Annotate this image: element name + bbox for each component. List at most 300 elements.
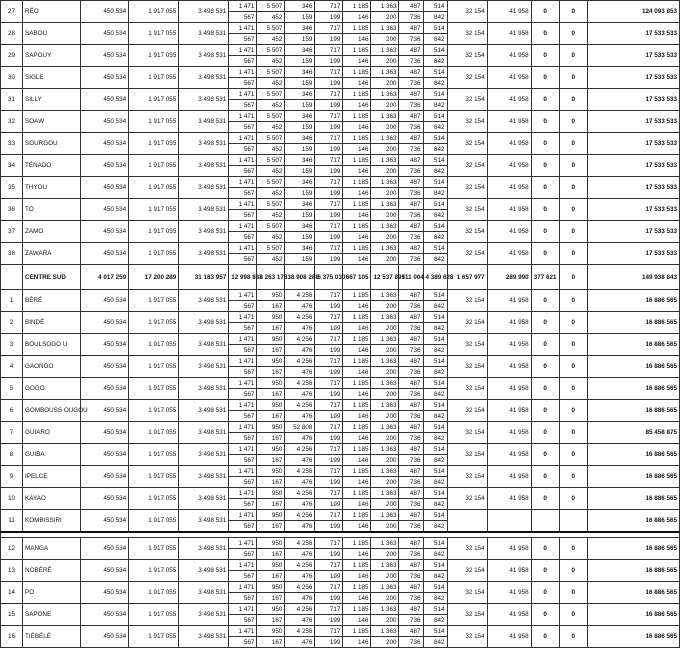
sub-value: 4 256 <box>285 626 315 637</box>
sub-value: 5 507 <box>257 133 285 144</box>
table-row <box>1 488 680 499</box>
sub-value: 452 <box>257 56 285 67</box>
sub-value: 146 <box>343 12 371 23</box>
sub-value: 452 <box>257 78 285 89</box>
sub-value: 736 <box>399 549 423 560</box>
total-cell: 16 886 565 <box>587 582 679 604</box>
sub-value: 950 <box>257 466 285 477</box>
sub-value: 514 <box>423 400 447 411</box>
sub-value: 200 <box>371 210 399 221</box>
amount-cell: 1 917 055 <box>129 356 179 378</box>
amount-cell: 1 917 055 <box>129 334 179 356</box>
sub-value: 717 <box>315 67 343 78</box>
sub-value: 4 256 <box>285 312 315 323</box>
sub-value: 487 <box>399 23 423 34</box>
sub-value: 736 <box>399 389 423 400</box>
sub-value: 736 <box>399 210 423 221</box>
amount-cell: 32 154 <box>447 538 487 560</box>
commune-name: SOAW <box>23 111 81 133</box>
row-number: 6 <box>1 400 23 422</box>
sub-value: 476 <box>285 521 315 533</box>
sub-value: 4 256 <box>285 560 315 571</box>
commune-name: GAONGO <box>23 356 81 378</box>
sub-value: 842 <box>423 100 447 111</box>
amount-cell: 0 <box>531 23 559 45</box>
amount-cell: 450 534 <box>81 378 129 400</box>
sub-value: 346 <box>285 1 315 12</box>
total-cell: 16 886 565 <box>587 400 679 422</box>
sub-value: 52 808 <box>285 422 315 433</box>
total-cell: 16 886 565 <box>587 510 679 533</box>
amount-cell: 0 <box>559 422 587 444</box>
sub-value: 487 <box>399 221 423 232</box>
sub-value: 146 <box>343 549 371 560</box>
amount-cell: 3 498 531 <box>179 510 229 533</box>
sub-value: 346 <box>285 89 315 100</box>
amount-cell: 41 958 <box>487 45 531 67</box>
row-number: 13 <box>1 560 23 582</box>
commune-name: GUIBA <box>23 444 81 466</box>
sub-value: 146 <box>343 144 371 155</box>
sub-value: 487 <box>399 422 423 433</box>
sub-value: 950 <box>257 560 285 571</box>
amount-cell: 3 498 531 <box>179 111 229 133</box>
sub-value: 487 <box>399 488 423 499</box>
sub-value: 1 363 <box>371 243 399 254</box>
sub-value: 842 <box>423 166 447 177</box>
sub-value: 1 185 <box>343 334 371 345</box>
row-number: 10 <box>1 488 23 510</box>
total-cell: 16 886 565 <box>587 604 679 626</box>
sub-value: 12 537 897 <box>371 265 399 290</box>
sub-value: 487 <box>399 510 423 521</box>
amount-cell: 3 498 531 <box>179 221 229 243</box>
sub-value: 1 471 <box>229 243 257 254</box>
sub-value: 1 363 <box>371 221 399 232</box>
amount-cell: 3 498 531 <box>179 133 229 155</box>
amount-cell: 0 <box>559 265 587 290</box>
sub-value: 1 471 <box>229 1 257 12</box>
sub-value: 667 105 <box>343 265 371 290</box>
row-number <box>1 265 23 290</box>
sub-value: 4 256 <box>285 466 315 477</box>
sub-value: 200 <box>371 433 399 444</box>
sub-value: 514 <box>423 290 447 301</box>
amount-cell: 0 <box>531 290 559 312</box>
amount-cell: 1 917 055 <box>129 221 179 243</box>
commune-name: GOMBOUSS OUGOU <box>23 400 81 422</box>
total-cell: 17 533 533 <box>587 89 679 111</box>
sub-value: 717 <box>315 356 343 367</box>
sub-value: 5 507 <box>257 243 285 254</box>
sub-value: 567 <box>229 188 257 199</box>
row-number: 4 <box>1 356 23 378</box>
amount-cell: 0 <box>559 626 587 648</box>
commune-name: ZAMO <box>23 221 81 243</box>
total-cell: 17 533 533 <box>587 45 679 67</box>
sub-value: 4 256 <box>285 538 315 549</box>
sub-value: 476 <box>285 411 315 422</box>
table-row <box>1 1 680 12</box>
amount-cell: 32 154 <box>447 334 487 356</box>
sub-value: 736 <box>399 56 423 67</box>
sub-value: 346 <box>285 243 315 254</box>
sub-value: 346 <box>285 155 315 166</box>
total-cell: 17 533 533 <box>587 133 679 155</box>
sub-value: 717 <box>315 177 343 188</box>
table-row <box>1 133 680 144</box>
sub-value: 200 <box>371 637 399 648</box>
amount-cell: 41 958 <box>487 221 531 243</box>
amount-cell: 450 534 <box>81 538 129 560</box>
sub-value: 1 363 <box>371 444 399 455</box>
sub-value: 842 <box>423 571 447 582</box>
table-row <box>1 312 680 323</box>
sub-value: 717 <box>315 290 343 301</box>
amount-cell: 1 917 055 <box>129 604 179 626</box>
sub-value: 1 471 <box>229 378 257 389</box>
sub-value: 1 185 <box>343 111 371 122</box>
sub-value: 199 <box>315 301 343 312</box>
total-cell: 17 533 533 <box>587 155 679 177</box>
amount-cell: 3 498 531 <box>179 604 229 626</box>
sub-value: 567 <box>229 166 257 177</box>
amount-cell: 41 958 <box>487 444 531 466</box>
amount-cell: 41 958 <box>487 538 531 560</box>
sub-value: 736 <box>399 122 423 133</box>
sub-value: 4 256 <box>285 510 315 521</box>
sub-value: 487 <box>399 604 423 615</box>
amount-cell: 450 534 <box>81 510 129 533</box>
amount-cell: 0 <box>559 155 587 177</box>
sub-value: 199 <box>315 455 343 466</box>
sub-value: 146 <box>343 367 371 378</box>
commune-name: BOULSOGO U <box>23 334 81 356</box>
amount-cell: 32 154 <box>447 111 487 133</box>
amount-cell: 41 958 <box>487 400 531 422</box>
sub-value: 167 <box>257 345 285 356</box>
sub-value: 487 <box>399 538 423 549</box>
sub-value: 199 <box>315 210 343 221</box>
sub-value: 514 <box>423 45 447 56</box>
sub-value: 200 <box>371 188 399 199</box>
sub-value: 514 <box>423 356 447 367</box>
amount-cell: 450 534 <box>81 23 129 45</box>
sub-value: 346 <box>285 177 315 188</box>
sub-value: 146 <box>343 34 371 45</box>
sub-value: 476 <box>285 571 315 582</box>
sub-value: 200 <box>371 78 399 89</box>
sub-value: 199 <box>315 615 343 626</box>
amount-cell: 41 958 <box>487 290 531 312</box>
sub-value: 146 <box>343 499 371 510</box>
amount-cell: 0 <box>559 466 587 488</box>
sub-value: 200 <box>371 549 399 560</box>
sub-value: 1 185 <box>343 488 371 499</box>
sub-value: 842 <box>423 122 447 133</box>
sub-value: 1 185 <box>343 243 371 254</box>
sub-value: 487 <box>399 199 423 210</box>
sub-value: 950 <box>257 604 285 615</box>
amount-cell: 41 958 <box>487 1 531 23</box>
sub-value: 146 <box>343 232 371 243</box>
sub-value: 736 <box>399 593 423 604</box>
total-cell: 16 886 565 <box>587 312 679 334</box>
sub-value: 146 <box>343 615 371 626</box>
sub-value: 1 471 <box>229 199 257 210</box>
amount-cell: 1 917 055 <box>129 67 179 89</box>
sub-value: 200 <box>371 12 399 23</box>
sub-value: 199 <box>315 254 343 265</box>
sub-value: 736 <box>399 100 423 111</box>
sub-value: 950 <box>257 334 285 345</box>
sub-value: 950 <box>257 290 285 301</box>
sub-value: 4 256 <box>285 334 315 345</box>
amount-cell: 3 498 531 <box>179 378 229 400</box>
sub-value: 1 363 <box>371 1 399 12</box>
sub-value: 5 507 <box>257 23 285 34</box>
sub-value: 717 <box>315 466 343 477</box>
commune-name: GOGO <box>23 378 81 400</box>
sub-value: 1 471 <box>229 334 257 345</box>
sub-value: 717 <box>315 604 343 615</box>
sub-value: 476 <box>285 549 315 560</box>
amount-cell: 0 <box>531 356 559 378</box>
amount-cell: 32 154 <box>447 604 487 626</box>
sub-value: 167 <box>257 455 285 466</box>
sub-value: 736 <box>399 455 423 466</box>
amount-cell: 32 154 <box>447 560 487 582</box>
amount-cell: 0 <box>559 199 587 221</box>
sub-value: 514 <box>423 199 447 210</box>
amount-cell: 3 498 531 <box>179 400 229 422</box>
table-row <box>1 243 680 254</box>
sub-value: 1 185 <box>343 626 371 637</box>
sub-value: 476 <box>285 345 315 356</box>
row-number: 14 <box>1 582 23 604</box>
amount-cell <box>559 510 587 533</box>
sub-value: 567 <box>229 232 257 243</box>
sub-value: 346 <box>285 23 315 34</box>
row-number: 9 <box>1 466 23 488</box>
amount-cell: 450 534 <box>81 221 129 243</box>
amount-cell: 1 917 055 <box>129 111 179 133</box>
amount-cell: 32 154 <box>447 67 487 89</box>
sub-value: 1 363 <box>371 111 399 122</box>
sub-value: 199 <box>315 144 343 155</box>
sub-value: 146 <box>343 78 371 89</box>
sub-value: 199 <box>315 593 343 604</box>
sub-value: 4 256 <box>285 604 315 615</box>
amount-cell: 41 958 <box>487 199 531 221</box>
sub-value: 199 <box>315 477 343 488</box>
sub-value: 167 <box>257 389 285 400</box>
sub-value: 1 363 <box>371 89 399 100</box>
amount-cell: 0 <box>531 312 559 334</box>
amount-cell: 0 <box>559 488 587 510</box>
commune-name: TÖ <box>23 199 81 221</box>
commune-name: PO <box>23 582 81 604</box>
sub-value: 487 <box>399 133 423 144</box>
sub-value: 200 <box>371 593 399 604</box>
amount-cell: 0 <box>531 604 559 626</box>
table-row <box>1 199 680 210</box>
sub-value: 514 <box>423 67 447 78</box>
amount-cell: 32 154 <box>447 378 487 400</box>
amount-cell: 1 917 055 <box>129 538 179 560</box>
sub-value: 842 <box>423 477 447 488</box>
total-cell: 16 886 565 <box>587 488 679 510</box>
sub-value: 1 363 <box>371 582 399 593</box>
sub-value: 4 256 <box>285 488 315 499</box>
total-cell: 16 886 565 <box>587 466 679 488</box>
sub-value: 159 <box>285 122 315 133</box>
sub-value: 736 <box>399 188 423 199</box>
amount-cell: 1 917 055 <box>129 466 179 488</box>
sub-value: 199 <box>315 56 343 67</box>
sub-value: 736 <box>399 477 423 488</box>
sub-value: 452 <box>257 254 285 265</box>
sub-value: 567 <box>229 56 257 67</box>
sub-value: 1 185 <box>343 400 371 411</box>
sub-value: 717 <box>315 510 343 521</box>
sub-value: 736 <box>399 323 423 334</box>
sub-value: 567 <box>229 34 257 45</box>
sub-value: 842 <box>423 188 447 199</box>
amount-cell: 1 917 055 <box>129 45 179 67</box>
sub-value: 950 <box>257 400 285 411</box>
sub-value: 4 256 <box>285 378 315 389</box>
sub-value: 167 <box>257 499 285 510</box>
amount-cell: 0 <box>531 243 559 265</box>
sub-value: 200 <box>371 345 399 356</box>
sub-value: 146 <box>343 571 371 582</box>
row-number: 11 <box>1 510 23 533</box>
sub-value: 199 <box>315 100 343 111</box>
sub-value: 159 <box>285 232 315 243</box>
amount-cell: 1 917 055 <box>129 422 179 444</box>
sub-value: 1 185 <box>343 155 371 166</box>
sub-value: 736 <box>399 571 423 582</box>
amount-cell: 3 498 531 <box>179 560 229 582</box>
sub-value: 842 <box>423 615 447 626</box>
amount-cell <box>531 510 559 533</box>
amount-cell: 0 <box>559 604 587 626</box>
sub-value: 717 <box>315 378 343 389</box>
amount-cell: 41 958 <box>487 488 531 510</box>
amount-cell: 32 154 <box>447 89 487 111</box>
sub-value: 146 <box>343 188 371 199</box>
sub-value: 487 <box>399 290 423 301</box>
sub-value: 159 <box>285 144 315 155</box>
total-cell: 17 533 533 <box>587 23 679 45</box>
sub-value: 950 <box>257 422 285 433</box>
sub-value: 452 <box>257 166 285 177</box>
amount-cell: 3 498 531 <box>179 243 229 265</box>
sub-value: 200 <box>371 166 399 177</box>
commune-name: SAPONE <box>23 604 81 626</box>
sub-value: 1 471 <box>229 67 257 78</box>
commune-name: KAYAO <box>23 488 81 510</box>
sub-value: 1 185 <box>343 378 371 389</box>
sub-value: 452 <box>257 232 285 243</box>
sub-value: 514 <box>423 626 447 637</box>
amount-cell: 1 917 055 <box>129 290 179 312</box>
sub-value: 736 <box>399 301 423 312</box>
sub-value: 476 <box>285 455 315 466</box>
amount-cell: 41 958 <box>487 312 531 334</box>
sub-value: 200 <box>371 455 399 466</box>
table-row <box>1 67 680 78</box>
amount-cell: 0 <box>559 312 587 334</box>
amount-cell: 0 <box>559 378 587 400</box>
sub-value: 4 256 <box>285 444 315 455</box>
sub-value: 736 <box>399 232 423 243</box>
table-row <box>1 538 680 549</box>
sub-value: 199 <box>315 433 343 444</box>
amount-cell: 0 <box>559 400 587 422</box>
sub-value: 950 <box>257 312 285 323</box>
sub-value: 567 <box>229 389 257 400</box>
sub-value: 346 <box>285 111 315 122</box>
sub-value: 199 <box>315 521 343 533</box>
row-number: 38 <box>1 243 23 265</box>
amount-cell: 0 <box>531 67 559 89</box>
sub-value: 842 <box>423 367 447 378</box>
sub-value: 1 185 <box>343 560 371 571</box>
amount-cell: 32 154 <box>447 626 487 648</box>
sub-value: 736 <box>399 499 423 510</box>
sub-value: 717 <box>315 334 343 345</box>
amount-cell: 1 917 055 <box>129 626 179 648</box>
amount-cell: 1 917 055 <box>129 23 179 45</box>
commune-name: TIÉBÉLÉ <box>23 626 81 648</box>
sub-value: 452 <box>257 122 285 133</box>
sub-value: 146 <box>343 389 371 400</box>
sub-value: 1 363 <box>371 510 399 521</box>
sub-value: 487 <box>399 89 423 100</box>
sub-value: 717 <box>315 89 343 100</box>
sub-value: 146 <box>343 593 371 604</box>
sub-value: 514 <box>423 23 447 34</box>
sub-value: 567 <box>229 637 257 648</box>
amount-cell <box>487 510 531 533</box>
sub-value: 1 471 <box>229 312 257 323</box>
amount-cell: 0 <box>559 177 587 199</box>
amount-cell: 41 958 <box>487 111 531 133</box>
amount-cell: 32 154 <box>447 243 487 265</box>
amount-cell: 4 017 259 <box>81 265 129 290</box>
amount-cell: 1 917 055 <box>129 1 179 23</box>
amount-cell: 1 917 055 <box>129 510 179 533</box>
amount-cell: 32 154 <box>447 466 487 488</box>
sub-value: 346 <box>285 67 315 78</box>
row-number: 28 <box>1 23 23 45</box>
sub-value: 717 <box>315 312 343 323</box>
table-row <box>1 334 680 345</box>
sub-value: 12 998 838 <box>229 265 257 290</box>
sub-value: 200 <box>371 34 399 45</box>
sub-value: 476 <box>285 477 315 488</box>
sub-value: 6 375 030 <box>315 265 343 290</box>
amount-cell: 450 534 <box>81 626 129 648</box>
amount-cell: 3 498 531 <box>179 538 229 560</box>
amount-cell: 41 958 <box>487 243 531 265</box>
amount-cell: 450 534 <box>81 400 129 422</box>
sub-value: 167 <box>257 615 285 626</box>
sub-value: 514 <box>423 1 447 12</box>
amount-cell <box>447 510 487 533</box>
